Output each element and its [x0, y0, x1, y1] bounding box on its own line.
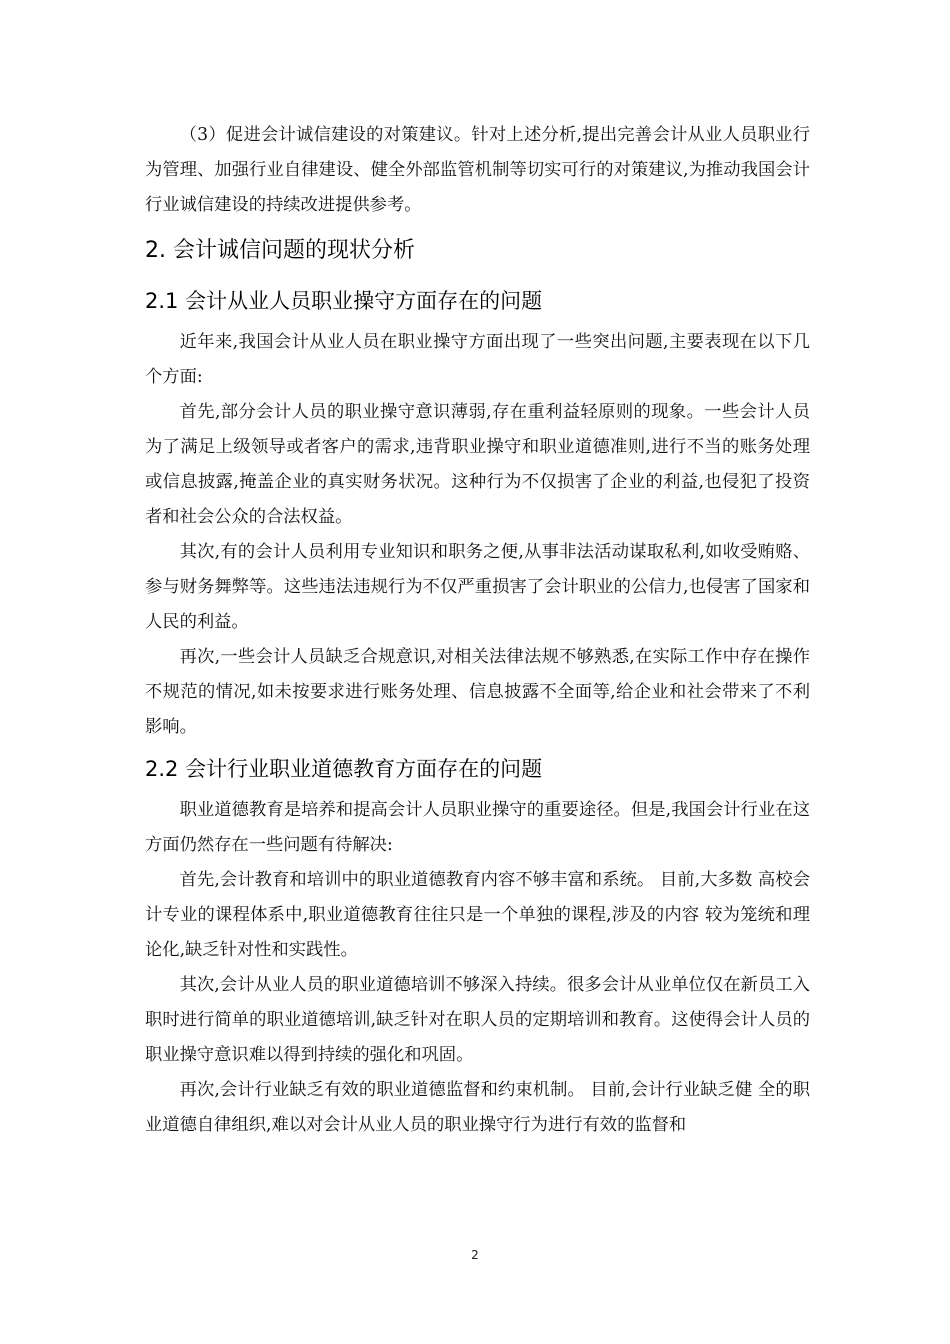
subsection-heading-2-2: 2.2 会计行业职业道德教育方面存在的问题 — [145, 757, 543, 781]
paragraph-first-2-1: 首先,部分会计人员的职业操守意识薄弱,存在重利益轻原则的现象。一些会计人员为了满足上级领导或者客户的需求,违背职业操守和职业道德准则,进行不当的账务处理或信息披露,掩盖企业的真实财务状况。这种行为不仅损害了企业的利益,也侵犯了投资者和社会公众的合法权益。 — [145, 402, 810, 527]
paragraph-intro-2-1: 近年来,我国会计从业人员在职业操守方面出现了一些突出问题,主要表现在以下几个方面: — [145, 332, 810, 387]
paragraph-second-2-2: 其次,会计从业人员的职业道德培训不够深入持续。很多会计从业单位仅在新员工入职时进行简单的职业道德培训,缺乏针对在职人员的定期培训和教育。这使得会计人员的职业操守意识难以得到持续的强化和巩固。 — [145, 975, 810, 1065]
paragraph-intro-2-2: 职业道德教育是培养和提高会计人员职业操守的重要途径。但是,我国会计行业在这方面仍然存在一些问题有待解决: — [145, 800, 810, 855]
paragraph-first-2-2: 首先,会计教育和培训中的职业道德教育内容不够丰富和系统。 目前,大多数 高校会计专业的课程体系中,职业道德教育往往只是一个单独的课程,涉及的内容 较为笼统和理论化,缺乏针对性和实践性。 — [145, 870, 810, 960]
paragraph-third-2-2: 再次,会计行业缺乏有效的职业道德监督和约束机制。 目前,会计行业缺乏健 全的职业道德自律组织,难以对会计从业人员的职业操守行为进行有效的监督和 — [145, 1080, 810, 1135]
paragraph-second-2-1: 其次,有的会计人员利用专业知识和职务之便,从事非法活动谋取私利,如收受贿赂、参与财务舞弊等。这些违法违规行为不仅严重损害了会计职业的公信力,也侵害了国家和人民的利益。 — [145, 542, 810, 632]
page-content — [145, 118, 810, 1143]
page-number: 2 — [471, 1248, 479, 1262]
section-heading-2: 2. 会计诚信问题的现状分析 — [145, 238, 415, 263]
paragraph-third-2-1: 再次,一些会计人员缺乏合规意识,对相关法律法规不够熟悉,在实际工作中存在操作不规范的情况,如未按要求进行账务处理、信息披露不全面等,给企业和社会带来了不利影响。 — [145, 647, 810, 737]
subsection-heading-2-1: 2.1 会计从业人员职业操守方面存在的问题 — [145, 289, 543, 313]
paragraph-countermeasures: （3）促进会计诚信建设的对策建议。针对上述分析,提出完善会计从业人员职业行为管理、加强行业自律建设、健全外部监管机制等切实可行的对策建议,为推动我国会计行业诚信建设的持续改进提供参考。 — [145, 125, 810, 215]
